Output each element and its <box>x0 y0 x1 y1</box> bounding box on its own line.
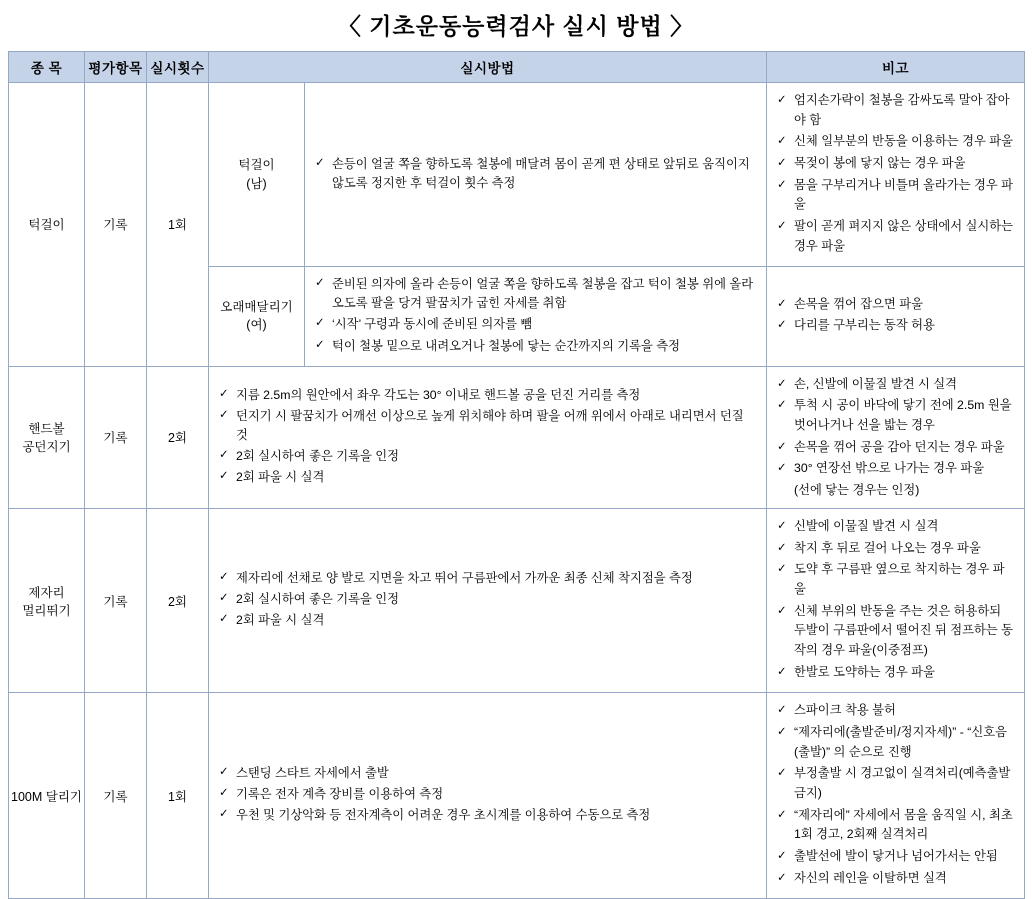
check-icon: ✓ <box>777 94 787 106</box>
method-item <box>315 315 758 334</box>
note-item <box>777 869 1016 889</box>
note-item-text: 투척 시 공이 바닥에 닿기 전에 2.5m 원을 벗어나거나 선을 밟는 경우 <box>794 398 1012 432</box>
method-item-text: 지름 2.5m의 원안에서 좌우 각도는 30° 이내로 핸드볼 공을 던진 거리를 측정 <box>236 387 641 402</box>
note-item-text: 자신의 레인을 이탈하면 실격 <box>794 870 947 885</box>
note-item-text: “제자리에” 자세에서 몸을 움직일 시, 최초 1회 경고, 2회째 실격처리 <box>794 807 1013 842</box>
row-item-name: 턱걸이 <box>9 83 85 367</box>
row-item-name: 100M 달리기 <box>9 693 85 899</box>
note-item-text: 도약 후 구름판 옆으로 착지하는 경우 파울 <box>794 562 1005 596</box>
row-item-name-line2: 멀리뛰기 <box>22 603 71 618</box>
note-item <box>777 176 1016 215</box>
method-item-text: 준비된 의자에 올라 손등이 얼굴 쪽을 향하도록 철봉을 잡고 턱이 철봉 위에 올라오도록 팔을 당겨 팔꿈치가 굽힌 자세를 취함 <box>332 277 754 311</box>
check-icon: ✓ <box>777 871 787 884</box>
row-sub-label-line2: (여) <box>246 318 267 333</box>
check-icon: ✓ <box>777 519 787 532</box>
check-icon: ✓ <box>777 178 787 191</box>
note-item <box>777 154 1016 174</box>
method-item <box>315 337 758 356</box>
method-item <box>219 386 758 405</box>
check-icon: ✓ <box>777 726 787 739</box>
note-item-text: “제자리에(출발준비/정지자세)” - “신호음(출발)” 의 순으로 진행 <box>794 725 1008 759</box>
row-count: 1회 <box>147 83 209 367</box>
note-item <box>777 295 1016 315</box>
method-item <box>315 275 758 313</box>
note-item-text: 신체 부위의 반동을 주는 것은 허용하되 두발이 구름판에서 떨어진 뒤 점프하는 동작의 경우 파울(이중점프) <box>794 603 1014 657</box>
note-item-text: 신발에 이물질 발견 시 실격 <box>794 518 939 533</box>
note-item-text: 30° 연장선 밖으로 나가는 경우 파울 <box>794 461 985 476</box>
check-icon: ✓ <box>219 469 229 482</box>
method-item-text: ‘시작’ 구령과 동시에 준비된 의자를 뺌 <box>332 317 533 332</box>
row-sub-label-line2: (남) <box>246 176 267 191</box>
row-note <box>767 366 1025 508</box>
note-item <box>777 847 1016 867</box>
note-item <box>777 316 1016 336</box>
note-item-extra: (선에 닿는 경우는 인정) <box>794 482 920 497</box>
column-header-count: 실시횟수 <box>147 52 209 83</box>
note-item-text: 엄지손가락이 철봉을 감싸도록 말아 잡아야 함 <box>794 93 1010 127</box>
check-icon: ✓ <box>777 563 787 576</box>
method-item <box>219 611 758 630</box>
check-icon: ✓ <box>777 440 787 453</box>
note-item <box>777 764 1016 803</box>
note-item-text: 손목을 꺾어 잡으면 파울 <box>794 296 924 311</box>
check-icon: ✓ <box>315 156 325 169</box>
method-item-text: 2회 파울 시 실격 <box>236 469 325 484</box>
method-item <box>219 806 758 825</box>
row-item-name-line2: 공던지기 <box>22 440 71 455</box>
method-item-text: 2회 파울 시 실격 <box>236 613 325 628</box>
row-method <box>209 508 767 692</box>
row-count: 2회 <box>147 508 209 692</box>
page-title: 〈 기초운동능력검사 실시 방법 〉 <box>337 13 695 39</box>
method-item <box>219 468 758 487</box>
method-item-text: 기록은 전자 계측 장비를 이용하여 측정 <box>236 787 444 802</box>
method-item <box>315 155 758 193</box>
table-header-row <box>9 52 1025 83</box>
check-icon: ✓ <box>777 808 787 821</box>
note-item <box>777 91 1016 130</box>
note-item <box>777 539 1016 559</box>
row-item-name-line1: 핸드볼 <box>28 422 65 437</box>
row-eval: 기록 <box>85 366 147 508</box>
check-icon: ✓ <box>777 157 787 170</box>
check-icon: ✓ <box>315 277 325 290</box>
table-row <box>9 508 1025 692</box>
column-header-method: 실시방법 <box>209 52 767 83</box>
column-header-item: 종 목 <box>9 52 85 83</box>
check-icon: ✓ <box>315 317 325 330</box>
method-item-text: 던지기 시 팔꿈치가 어깨선 이상으로 높게 위치해야 하며 팔을 어깨 위에서 아래로 내리면서 던질 것 <box>236 408 744 442</box>
method-item-text: 제자리에 선채로 양 발로 지면을 차고 뛰어 구름판에서 가까운 최종 신체 착지점을 측정 <box>236 571 693 586</box>
check-icon: ✓ <box>777 319 787 332</box>
check-icon: ✓ <box>219 766 229 779</box>
method-item <box>219 764 758 783</box>
row-sub-label <box>209 267 305 366</box>
column-header-note: 비고 <box>767 52 1025 83</box>
method-item-text: 2회 실시하여 좋은 기록을 인정 <box>236 592 400 607</box>
check-icon: ✓ <box>777 462 787 475</box>
check-icon: ✓ <box>777 377 787 390</box>
column-header-eval: 평가항목 <box>85 52 147 83</box>
row-eval: 기록 <box>85 508 147 692</box>
note-item <box>777 602 1016 661</box>
check-icon: ✓ <box>777 665 787 678</box>
check-icon: ✓ <box>219 571 229 584</box>
note-item <box>777 375 1016 395</box>
method-item <box>219 785 758 804</box>
note-item <box>777 217 1016 256</box>
row-method <box>305 83 767 267</box>
check-icon: ✓ <box>777 297 787 310</box>
method-item-text: 우천 및 기상악화 등 전자계측이 어려운 경우 초시계를 이용하여 수동으로 측정 <box>236 808 651 823</box>
row-item-name <box>9 366 85 508</box>
check-icon: ✓ <box>219 387 229 400</box>
check-icon: ✓ <box>777 704 787 717</box>
note-item-text: 스파이크 착용 불허 <box>794 703 896 718</box>
check-icon: ✓ <box>777 135 787 148</box>
note-item-text: 출발선에 발이 닿거나 넘어가서는 안됨 <box>794 849 998 864</box>
note-item <box>777 517 1016 537</box>
check-icon: ✓ <box>219 613 229 626</box>
note-item-text: 목젖이 봉에 닿지 않는 경우 파울 <box>794 156 966 171</box>
check-icon: ✓ <box>777 541 787 554</box>
check-icon: ✓ <box>777 850 787 863</box>
note-item-text: 팔이 곧게 펴지지 않은 상태에서 실시하는 경우 파울 <box>794 219 1014 253</box>
method-item-text: 턱이 철봉 밑으로 내려오거나 철봉에 닿는 순간까지의 기록을 측정 <box>332 338 681 353</box>
row-note <box>767 267 1025 366</box>
note-item <box>777 701 1016 721</box>
row-note <box>767 83 1025 267</box>
table-row <box>9 693 1025 899</box>
method-item-text: 손등이 얼굴 쪽을 향하도록 철봉에 매달려 몸이 곧게 편 상태로 앞뒤로 움직이지 않도록 정지한 후 턱걸이 횟수 측정 <box>332 156 750 190</box>
check-icon: ✓ <box>219 808 229 821</box>
row-eval: 기록 <box>85 693 147 899</box>
note-item <box>777 132 1016 152</box>
row-sub-label-line1: 오래매달리기 <box>220 299 293 314</box>
note-item-text: 한발로 도약하는 경우 파울 <box>794 664 935 679</box>
note-item-text: 몸을 구부리거나 비틀며 올라가는 경우 파울 <box>794 177 1014 212</box>
check-icon: ✓ <box>219 787 229 800</box>
note-item <box>777 560 1016 599</box>
note-item <box>777 459 1016 479</box>
row-sub-label-line1: 턱걸이 <box>238 157 275 172</box>
note-item-text: 손, 신발에 이물질 발견 시 실격 <box>794 376 958 391</box>
row-method <box>209 366 767 508</box>
note-item <box>777 438 1016 458</box>
table-row <box>9 366 1025 508</box>
note-item-text: 신체 일부분의 반동을 이용하는 경우 파울 <box>794 134 1014 149</box>
row-method <box>305 267 767 366</box>
check-icon: ✓ <box>219 408 229 421</box>
check-icon: ✓ <box>777 604 787 617</box>
note-item-text: 손목을 꺾어 공을 감아 던지는 경우 파울 <box>794 439 1005 454</box>
method-item <box>219 407 758 445</box>
note-item <box>777 396 1016 435</box>
note-item <box>777 806 1016 845</box>
check-icon: ✓ <box>777 399 787 412</box>
check-icon: ✓ <box>315 338 325 351</box>
row-count: 2회 <box>147 366 209 508</box>
note-item-text: 부정출발 시 경고없이 실격처리(예측출발 금지) <box>794 766 1011 801</box>
method-item-text: 2회 실시하여 좋은 기록을 인정 <box>236 448 400 463</box>
row-method <box>209 693 767 899</box>
check-icon: ✓ <box>219 592 229 605</box>
method-item <box>219 447 758 466</box>
note-item <box>777 723 1016 762</box>
note-item-text: 착지 후 뒤로 걸어 나오는 경우 파울 <box>794 540 981 555</box>
row-eval: 기록 <box>85 83 147 367</box>
row-count: 1회 <box>147 693 209 899</box>
method-item <box>219 569 758 588</box>
row-note <box>767 508 1025 692</box>
row-item-name <box>9 508 85 692</box>
method-item <box>219 590 758 609</box>
row-item-name-line1: 제자리 <box>28 585 65 600</box>
table-row <box>9 83 1025 267</box>
check-icon: ✓ <box>219 448 229 461</box>
row-sub-label <box>209 83 305 267</box>
note-item <box>777 663 1016 683</box>
exercise-method-table <box>8 51 1025 899</box>
check-icon: ✓ <box>777 220 787 233</box>
method-item-text: 스탠딩 스타트 자세에서 출발 <box>236 766 389 781</box>
note-item-text: 다리를 구부리는 동작 허용 <box>794 318 935 333</box>
check-icon: ✓ <box>777 767 787 780</box>
row-note <box>767 693 1025 899</box>
